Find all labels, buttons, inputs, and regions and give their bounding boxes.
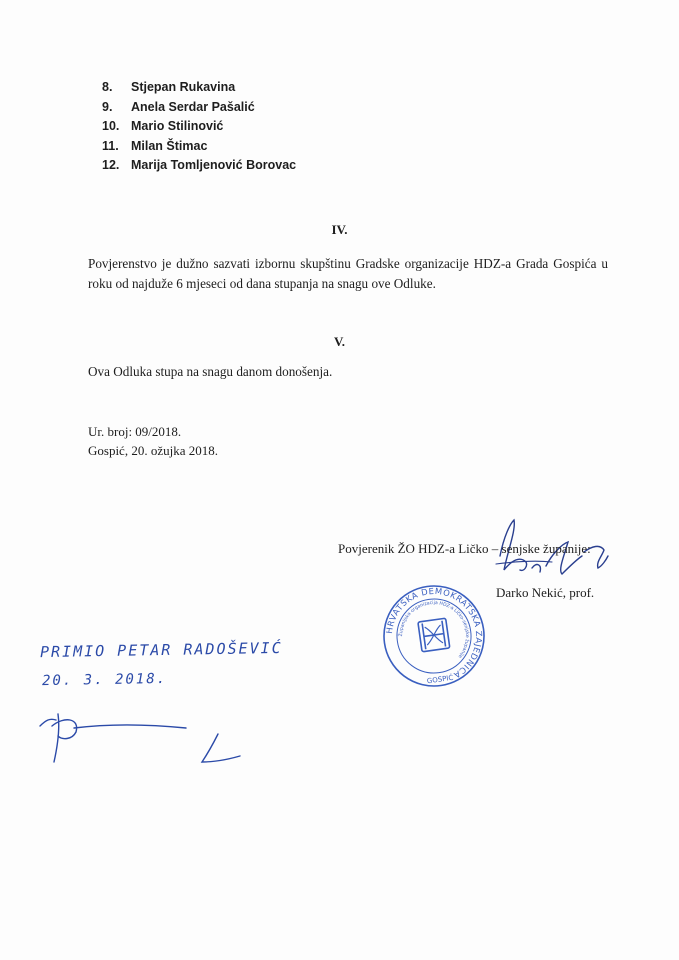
- member-number: 8.: [102, 80, 113, 94]
- list-item: [102, 117, 296, 137]
- list-item: [102, 156, 296, 176]
- list-item: [102, 98, 296, 118]
- section-heading-iv: IV.: [331, 222, 348, 237]
- handwritten-date: 20. 3. 2018.: [41, 670, 168, 690]
- signatory-name: Darko Nekić, prof.: [496, 585, 595, 600]
- section-text-v: Ova Odluka stupa na snagu danom donošenja.: [88, 364, 333, 379]
- stamp-inner-text: Županijska organizacija HDZ-a Ličko-senjske županije: [398, 600, 470, 659]
- party-emblem-icon: [418, 618, 450, 652]
- section-text-iv: Povjerenstvo je dužno sazvati izbornu skupštinu Gradske organizacije HDZ-a Grada Gospića u roku od najduže 6 mjeseci od dana stupanja na snagu ove Odluke.: [88, 256, 608, 291]
- member-number: 11.: [102, 138, 119, 153]
- member-number: 10.: [102, 119, 120, 133]
- stamp-outer-text: HRVATSKA DEMOKRATSKA ZAJEDNICA: [383, 585, 485, 681]
- member-name: Stjepan Rukavina: [131, 80, 236, 94]
- list-item: [102, 137, 296, 157]
- member-name: Milan Štimac: [131, 138, 208, 153]
- member-name: Marija Tomljenović Borovac: [131, 158, 297, 172]
- section-heading-v: V.: [334, 334, 345, 349]
- signatory-title: Povjerenik ŽO HDZ-a Ličko – senjske županije:: [338, 541, 591, 556]
- receiver-signature: [36, 704, 246, 774]
- stamp-city: GOSPIĆ: [426, 673, 454, 686]
- member-number: 12.: [102, 158, 120, 172]
- place-and-date: Gospić, 20. ožujka 2018.: [88, 443, 218, 458]
- member-name: Mario Stilinović: [131, 119, 224, 133]
- official-stamp: [380, 582, 488, 690]
- registration-number: Ur. broj: 09/2018.: [88, 424, 182, 439]
- member-name: Anela Serdar Pašalić: [131, 99, 255, 114]
- list-item: [102, 78, 296, 98]
- commission-member-list: [102, 78, 296, 176]
- member-number: 9.: [102, 99, 113, 114]
- handwritten-received-by: PRIMIO PETAR RADOŠEVIĆ: [39, 638, 283, 662]
